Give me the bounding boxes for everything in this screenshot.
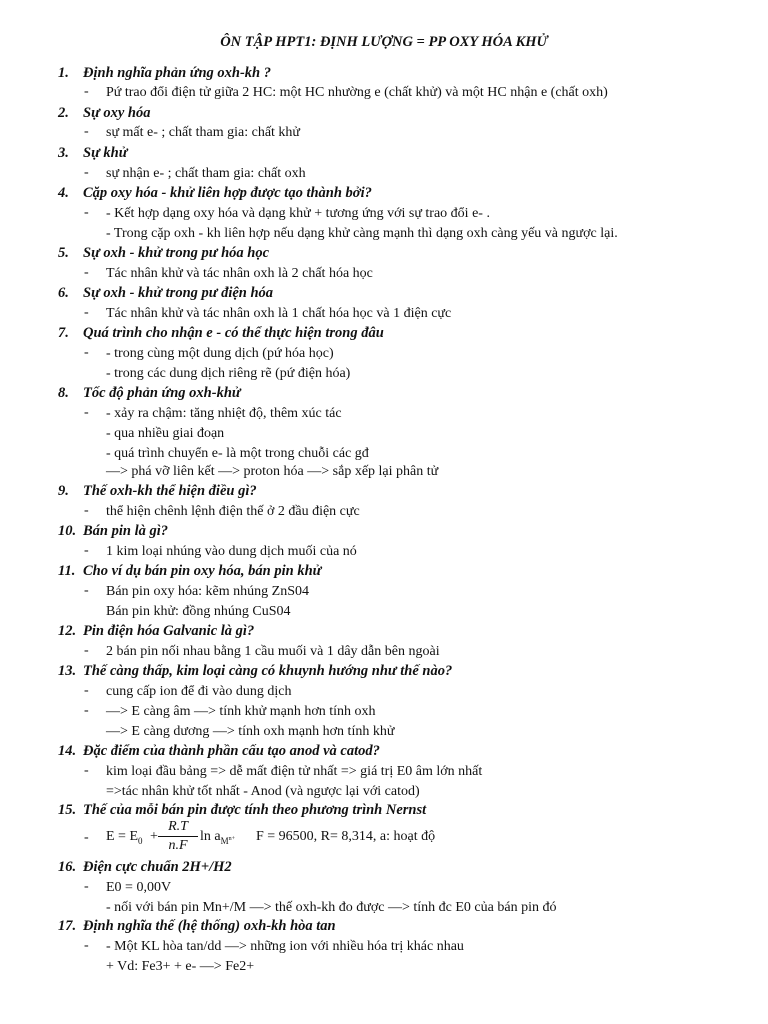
- question-15: [58, 802, 426, 819]
- question-number: 11.: [58, 563, 76, 579]
- question-text: Sự khử: [83, 145, 128, 161]
- question-13: [58, 663, 452, 680]
- question-number: 2.: [58, 105, 69, 121]
- question-11: [58, 563, 321, 580]
- question-text: Thế càng thấp, kim loại càng có khuynh hướng như thế nào?: [83, 663, 453, 679]
- answer-line: Tác nhân khử và tác nhân oxh là 1 chất hóa học và 1 điện cực: [106, 306, 452, 321]
- question-text: Tốc độ phản ứng oxh-khử: [83, 385, 241, 401]
- question-text: Cặp oxy hóa - khử liên hợp được tạo thành bởi?: [83, 185, 372, 201]
- bullet-dash: -: [84, 165, 89, 180]
- answer-line: - nối với bán pin Mn+/M —> thế oxh-kh đo được —> tính đc E0 của bán pin đó: [106, 900, 557, 915]
- question-14: [58, 743, 380, 760]
- question-7: [58, 325, 384, 342]
- answer-line: Bán pin khử: đồng nhúng CuS04: [106, 604, 291, 619]
- question-12: [58, 623, 254, 640]
- question-number: 16.: [58, 859, 77, 875]
- answer-line: =>tác nhân khử tốt nhất - Anod (và ngược lại với catod): [106, 784, 420, 799]
- question-9: [58, 483, 257, 500]
- bullet-dash: -: [84, 643, 89, 658]
- answer-line: kim loại đầu bảng => dễ mất điện tử nhất => giá trị E0 âm lớn nhất: [106, 764, 483, 779]
- bullet-dash: -: [84, 124, 89, 139]
- answer-line: - Kết hợp dạng oxy hóa và dạng khử + tương ứng với sự trao đổi e- .: [106, 206, 490, 221]
- bullet-dash: -: [84, 879, 89, 894]
- bullet-dash: -: [84, 503, 89, 518]
- question-text: Quá trình cho nhận e - có thể thực hiện trong đâu: [83, 325, 384, 341]
- answer-line: - qua nhiều giai đoạn: [106, 426, 225, 441]
- fraction-numerator: R.T: [158, 818, 198, 837]
- formula-ln-term: $\ln a_{M^{n+}}$: [200, 829, 236, 846]
- question-17: [58, 918, 336, 935]
- question-4: [58, 185, 372, 202]
- question-number: 12.: [58, 623, 77, 639]
- bullet-dash: -: [84, 345, 89, 360]
- question-text: Bán pin là gì?: [83, 523, 169, 539]
- question-text: Sự oxh - khử trong pư hóa học: [83, 245, 270, 261]
- nernst-formula: [106, 818, 626, 858]
- question-2: [58, 105, 151, 122]
- answer-line: —> phá vỡ liên kết —> proton hóa —> sắp xếp lại phân tử: [106, 464, 439, 479]
- bullet-dash: -: [84, 265, 89, 280]
- question-number: 1.: [58, 65, 69, 81]
- question-10: [58, 523, 168, 540]
- question-5: [58, 245, 269, 262]
- question-number: 6.: [58, 285, 69, 301]
- question-number: 4.: [58, 185, 69, 201]
- answer-line: —> E càng âm —> tính khử mạnh hơn tính oxh: [106, 704, 376, 719]
- question-number: 3.: [58, 145, 69, 161]
- bullet-dash: -: [84, 305, 89, 320]
- question-text: Điện cực chuẩn 2H+/H2: [83, 859, 232, 875]
- question-text: Đặc điểm của thành phần cấu tạo anod và catod?: [83, 743, 380, 759]
- bullet-dash: -: [84, 938, 89, 953]
- question-number: 5.: [58, 245, 69, 261]
- question-number: 9.: [58, 483, 69, 499]
- question-text: Định nghĩa thế (hệ thống) oxh-kh hòa tan: [83, 918, 336, 934]
- question-number: 14.: [58, 743, 77, 759]
- answer-line: - trong cùng một dung dịch (pứ hóa học): [106, 346, 334, 361]
- bullet-dash: -: [84, 205, 89, 220]
- answer-line: Bán pin oxy hóa: kẽm nhúng ZnS04: [106, 584, 309, 599]
- bullet-dash: -: [84, 830, 89, 845]
- question-number: 8.: [58, 385, 69, 401]
- question-number: 17.: [58, 918, 77, 934]
- answer-line: - trong các dung dịch riêng rẽ (pứ điện hóa): [106, 366, 351, 381]
- question-6: [58, 285, 273, 302]
- question-text: Cho ví dụ bán pin oxy hóa, bán pin khử: [83, 563, 322, 579]
- page-title: ÔN TẬP HPT1: ĐỊNH LƯỢNG = PP OXY HÓA KHỬ: [220, 34, 548, 50]
- question-1: [58, 65, 271, 82]
- answer-line: E0 = 0,00V: [106, 880, 172, 895]
- answer-line: 2 bán pin nối nhau bằng 1 cầu muối và 1 dây dẫn bên ngoài: [106, 644, 440, 659]
- formula-lhs: $E = E_0$: [106, 829, 143, 846]
- question-16: [58, 859, 232, 876]
- question-number: 13.: [58, 663, 77, 679]
- formula-constants: F = 96500, R= 8,314, a: hoạt độ: [256, 829, 436, 844]
- answer-line: - Một KL hòa tan/dd —> những ion với nhiều hóa trị khác nhau: [106, 939, 464, 954]
- answer-line: - Trong cặp oxh - kh liên hợp nếu dạng khử càng mạnh thì dạng oxh càng yếu và ngược lại.: [106, 226, 618, 241]
- fraction-denominator: n.F: [168, 838, 188, 853]
- answer-line: thể hiện chênh lệnh điện thế ở 2 đầu điện cực: [106, 504, 360, 519]
- formula-fraction: [158, 818, 198, 855]
- answer-line: sự nhận e- ; chất tham gia: chất oxh: [106, 166, 306, 181]
- bullet-dash: -: [84, 763, 89, 778]
- answer-line: sự mất e- ; chất tham gia: chất khử: [106, 125, 301, 140]
- bullet-dash: -: [84, 543, 89, 558]
- answer-line: + Vd: Fe3+ + e- —> Fe2+: [106, 959, 255, 974]
- answer-line: cung cấp ion để đi vào dung dịch: [106, 684, 292, 699]
- question-text: Sự oxy hóa: [83, 105, 151, 121]
- question-number: 15.: [58, 802, 77, 818]
- question-text: Thế oxh-kh thể hiện điều gì?: [83, 483, 257, 499]
- bullet-dash: -: [84, 703, 89, 718]
- question-number: 10.: [58, 523, 77, 539]
- question-text: Sự oxh - khử trong pư điện hóa: [83, 285, 274, 301]
- bullet-dash: -: [84, 405, 89, 420]
- answer-line: Pứ trao đổi điện tử giữa 2 HC: một HC nhường e (chất khử) và một HC nhận e (chất oxh): [106, 85, 608, 100]
- bullet-dash: -: [84, 583, 89, 598]
- question-text: Thế của mỗi bán pin được tính theo phương trình Nernst: [83, 802, 427, 818]
- question-text: Pin điện hóa Galvanic là gì?: [83, 623, 255, 639]
- answer-line: 1 kim loại nhúng vào dung dịch muối của nó: [106, 544, 357, 559]
- question-number: 7.: [58, 325, 69, 341]
- formula-plus: +: [150, 829, 158, 844]
- question-text: Định nghĩa phản ứng oxh-kh ?: [83, 65, 271, 81]
- answer-line: - xảy ra chậm: tăng nhiệt độ, thêm xúc tác: [106, 406, 342, 421]
- question-3: [58, 145, 127, 162]
- answer-line: - quá trình chuyển e- là một trong chuỗi các gđ: [106, 446, 369, 461]
- bullet-dash: -: [84, 84, 89, 99]
- answer-line: —> E càng dương —> tính oxh mạnh hơn tính khử: [106, 724, 395, 739]
- question-8: [58, 385, 241, 402]
- bullet-dash: -: [84, 683, 89, 698]
- answer-line: Tác nhân khử và tác nhân oxh là 2 chất hóa học: [106, 266, 373, 281]
